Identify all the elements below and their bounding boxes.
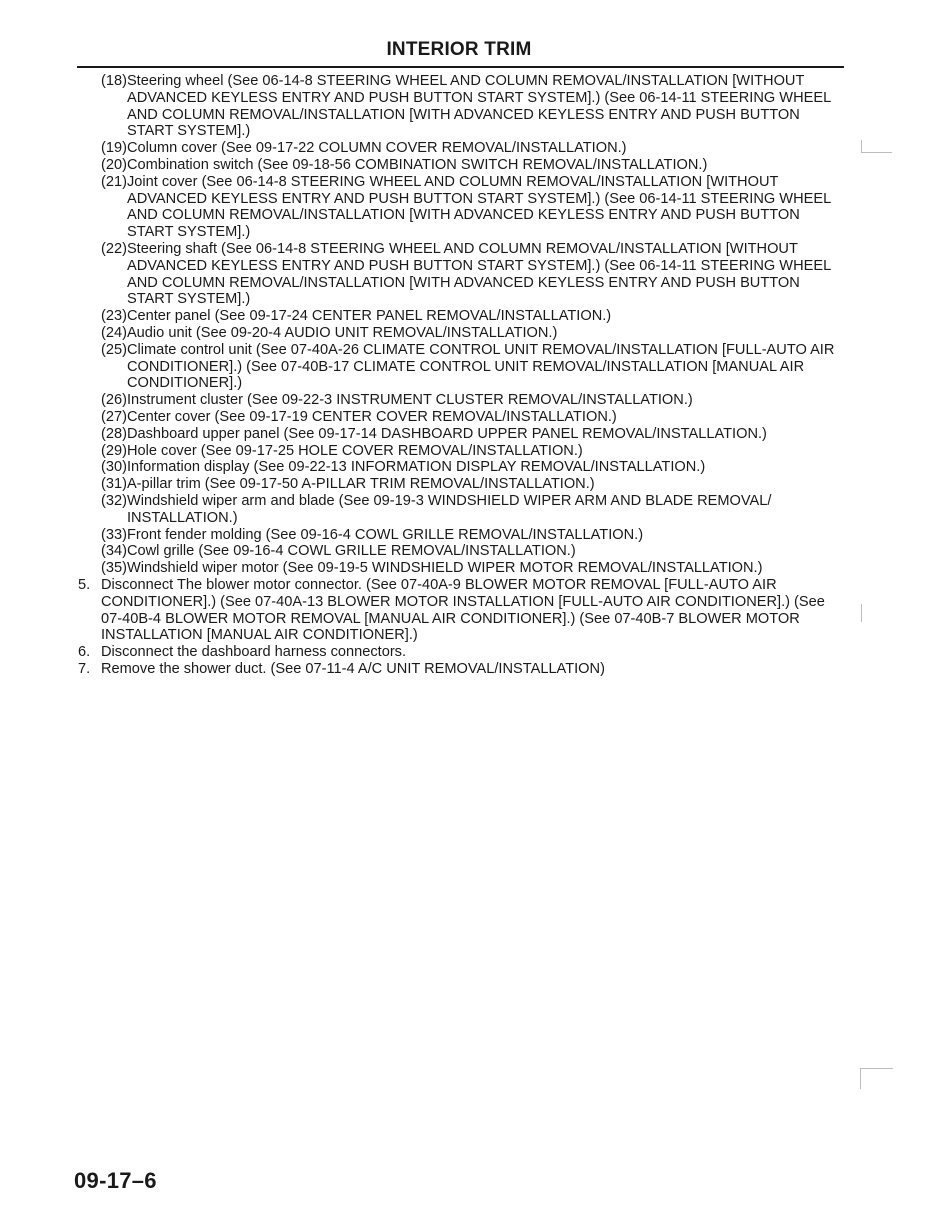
step-number: 6. (78, 644, 91, 661)
list-item: (24)Audio unit (See 09-20-4 AUDIO UNIT REMOVAL/INSTALLATION.) (101, 324, 558, 341)
list-item: (35)Windshield wiper motor (See 09-19-5 WINDSHIELD WIPER MOTOR REMOVAL/INSTALLATION.) (101, 560, 763, 577)
step-number: 7. (78, 660, 91, 677)
step-text: Disconnect The blower motor connector. (See 07-40A-9 BLOWER MOTOR REMOVAL [FULL-AUTO AIR CONDITIONER].) (See 07-40A-13 BLOWER MOTOR INSTALLATION [FULL-AUTO AIR CONDITIONER].) (See 07-40B-4 BLOWER MOTOR REMOVAL [MANUAL AIR CONDITIONER].) (See 07-40B-7 BLOWER MOTOR INSTALLATION [MANUAL AIR CONDITIONER].) (101, 576, 825, 644)
procedure-step (78, 577, 848, 644)
list-item: (29)Hole cover (See 09-17-25 HOLE COVER REMOVAL/INSTALLATION.) (101, 442, 583, 459)
scan-margin-mark (861, 604, 863, 622)
page-number: 09-17–6 (74, 1168, 157, 1193)
procedure-content (78, 73, 848, 678)
list-item: (32)Windshield wiper arm and blade (See 09-19-3 WINDSHIELD WIPER ARM AND BLADE REMOVAL/ INSTALLATION.) (101, 492, 772, 526)
list-item: (20)Combination switch (See 09-18-56 COMBINATION SWITCH REMOVAL/INSTALLATION.) (101, 156, 708, 173)
list-item: (18)Steering wheel (See 06-14-8 STEERING WHEEL AND COLUMN REMOVAL/INSTALLATION [WITHOUT ADVANCED KEYLESS ENTRY AND PUSH BUTTON START SYSTEM].) (See 06-14-11 STEERING WHEEL AND COLUMN REMOVAL/INSTALLATION [WITH ADVANCED KEYLESS ENTRY AND PUSH BUTTON START SYSTEM].) (101, 73, 831, 140)
procedure-step (78, 661, 848, 678)
list-item: (30)Information display (See 09-22-13 INFORMATION DISPLAY REMOVAL/INSTALLATION.) (101, 459, 706, 476)
scan-margin-mark (861, 140, 892, 153)
list-item: (33)Front fender molding (See 09-16-4 COWL GRILLE REMOVAL/INSTALLATION.) (101, 526, 644, 543)
procedure-step (78, 644, 848, 661)
list-item: (22)Steering shaft (See 06-14-8 STEERING WHEEL AND COLUMN REMOVAL/INSTALLATION [WITHOUT ADVANCED KEYLESS ENTRY AND PUSH BUTTON START SYSTEM].) (See 06-14-11 STEERING WHEEL AND COLUMN REMOVAL/INSTALLATION [WITH ADVANCED KEYLESS ENTRY AND PUSH BUTTON START SYSTEM].) (101, 240, 831, 308)
list-item: (19)Column cover (See 09-17-22 COLUMN COVER REMOVAL/INSTALLATION.) (101, 140, 627, 157)
list-item: (31)A-pillar trim (See 09-17-50 A-PILLAR TRIM REMOVAL/INSTALLATION.) (101, 476, 595, 493)
list-item: (34)Cowl grille (See 09-16-4 COWL GRILLE REMOVAL/INSTALLATION.) (101, 543, 576, 560)
step-text: Disconnect the dashboard harness connectors. (101, 644, 407, 661)
list-item: (23)Center panel (See 09-17-24 CENTER PANEL REMOVAL/INSTALLATION.) (101, 308, 612, 325)
page-title: INTERIOR TRIM (386, 39, 532, 60)
list-item: (28)Dashboard upper panel (See 09-17-14 DASHBOARD UPPER PANEL REMOVAL/INSTALLATION.) (101, 425, 767, 442)
list-item: (25)Climate control unit (See 07-40A-26 CLIMATE CONTROL UNIT REMOVAL/INSTALLATION [FULL-AUTO AIR CONDITIONER].) (See 07-40B-17 CLIMATE CONTROL UNIT REMOVAL/INSTALLATION [MANUAL AIR CONDITIONER].) (101, 341, 835, 392)
scan-margin-mark (860, 1068, 893, 1089)
step-number: 5. (78, 576, 91, 593)
list-item: (26)Instrument cluster (See 09-22-3 INSTRUMENT CLUSTER REMOVAL/INSTALLATION.) (101, 392, 693, 409)
step-text: Remove the shower duct. (See 07-11-4 A/C UNIT REMOVAL/INSTALLATION) (101, 660, 605, 677)
list-item: (21)Joint cover (See 06-14-8 STEERING WHEEL AND COLUMN REMOVAL/INSTALLATION [WITHOUT ADVANCED KEYLESS ENTRY AND PUSH BUTTON START SYSTEM].) (See 06-14-11 STEERING WHEEL AND COLUMN REMOVAL/INSTALLATION [WITH ADVANCED KEYLESS ENTRY AND PUSH BUTTON START SYSTEM].) (101, 173, 831, 241)
list-item: (27)Center cover (See 09-17-19 CENTER COVER REMOVAL/INSTALLATION.) (101, 408, 617, 425)
title-divider (77, 66, 844, 68)
